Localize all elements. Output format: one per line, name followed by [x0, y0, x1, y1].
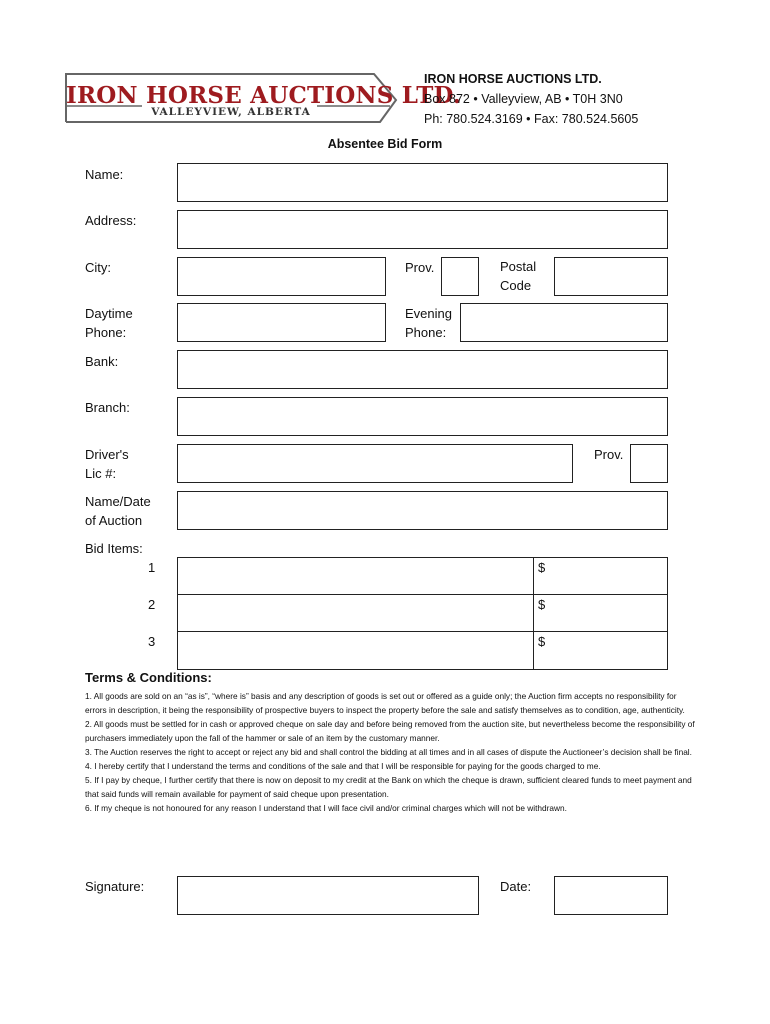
drivers-prov-field[interactable] [630, 444, 668, 483]
drivers-label-line2: Lic #: [85, 466, 117, 481]
bid-item-description-field[interactable] [177, 557, 534, 596]
terms-item: 2. All goods must be settled for in cash or approved cheque on sale day and before being removed from the auction site, but nevertheless become the responsibility of purchasers immediately upon the fall of the hammer or sale of an item by the customary manner. [85, 719, 695, 743]
branch-label: Branch: [85, 400, 130, 415]
evening-label-line1: Evening [405, 306, 452, 321]
postal-code-field[interactable] [554, 257, 668, 296]
logo-subtitle: VALLEYVIEW, ALBERTA [151, 106, 311, 118]
signature-field[interactable] [177, 876, 479, 915]
branch-field[interactable] [177, 397, 668, 436]
prov-label: Prov. [405, 260, 435, 275]
postal-label-line1: Postal [500, 259, 537, 274]
auction-name-date-field[interactable] [177, 491, 668, 530]
date-field[interactable] [554, 876, 668, 915]
date-label: Date: [500, 879, 532, 894]
bid-item-currency: $ [538, 597, 546, 612]
postal-label-line2: Code [500, 278, 532, 293]
evening-phone-field[interactable] [460, 303, 668, 342]
drivers-prov-label: Prov. [594, 447, 624, 462]
bid-item-description-field[interactable] [177, 594, 534, 633]
terms-item: 5. If I pay by cheque, I further certify that there is now on deposit to my credit at the Bank on which the cheque is drawn, sufficient cleared funds to meet payment and that said funds will remain available for payment of said cheque upon presentation. [85, 775, 692, 799]
company-phone-fax: Ph: 780.524.3169 • Fax: 780.524.5605 [424, 112, 639, 126]
bid-item-amount-field[interactable] [533, 594, 668, 633]
bid-item-number: 3 [148, 634, 156, 649]
terms-heading: Terms & Conditions: [85, 670, 212, 685]
company-name: IRON HORSE AUCTIONS LTD. [424, 72, 602, 86]
bid-item-currency: $ [538, 560, 546, 575]
city-field[interactable] [177, 257, 386, 296]
address-label: Address: [85, 213, 137, 228]
terms-item: 6. If my cheque is not honoured for any reason I understand that I will face civil and/or criminal charges which will not be withdrawn. [85, 803, 567, 813]
auction-label-line1: Name/Date [85, 494, 151, 509]
logo-title: IRON HORSE AUCTIONS LTD. [66, 81, 462, 109]
bid-item-currency: $ [538, 634, 546, 649]
bid-item-amount-field[interactable] [533, 631, 668, 670]
daytime-label-line2: Phone: [85, 325, 127, 340]
signature-label: Signature: [85, 879, 145, 894]
daytime-label-line1: Daytime [85, 306, 133, 321]
terms-list [85, 689, 695, 815]
evening-label-line2: Phone: [405, 325, 447, 340]
drivers-label-line1: Driver's [85, 447, 129, 462]
prov-field[interactable] [441, 257, 479, 296]
bid-item-number: 1 [148, 560, 156, 575]
terms-item: 1. All goods are sold on an “as is”, “where is” basis and any description of goods is set out or offered as a guide only; the Auction firm accepts no responsibility for errors in description, it being the responsibility of prospective buyers to inspect the property before the sale and satisfy themselves as to condition, age, authenticity. [85, 691, 685, 715]
company-address: Box 872 • Valleyview, AB • T0H 3N0 [424, 92, 623, 106]
bank-field[interactable] [177, 350, 668, 389]
terms-item: 4. I hereby certify that I understand the terms and conditions of the sale and that I will be responsible for paying for the goods charged to me. [85, 761, 601, 771]
bid-item-number: 2 [148, 597, 156, 612]
city-label: City: [85, 260, 111, 275]
bank-label: Bank: [85, 354, 119, 369]
daytime-phone-field[interactable] [177, 303, 386, 342]
terms-item: 3. The Auction reserves the right to accept or reject any bid and shall control the bidding at all times and in all cases of dispute the Auctioneer’s decision shall be final. [85, 747, 692, 757]
address-field[interactable] [177, 210, 668, 249]
name-field[interactable] [177, 163, 668, 202]
bid-items-label: Bid Items: [85, 541, 143, 556]
name-label: Name: [85, 167, 124, 182]
form-title: Absentee Bid Form [327, 137, 443, 151]
auction-label-line2: of Auction [85, 513, 143, 528]
bid-item-description-field[interactable] [177, 631, 534, 670]
drivers-license-field[interactable] [177, 444, 573, 483]
bid-item-amount-field[interactable] [533, 557, 668, 596]
